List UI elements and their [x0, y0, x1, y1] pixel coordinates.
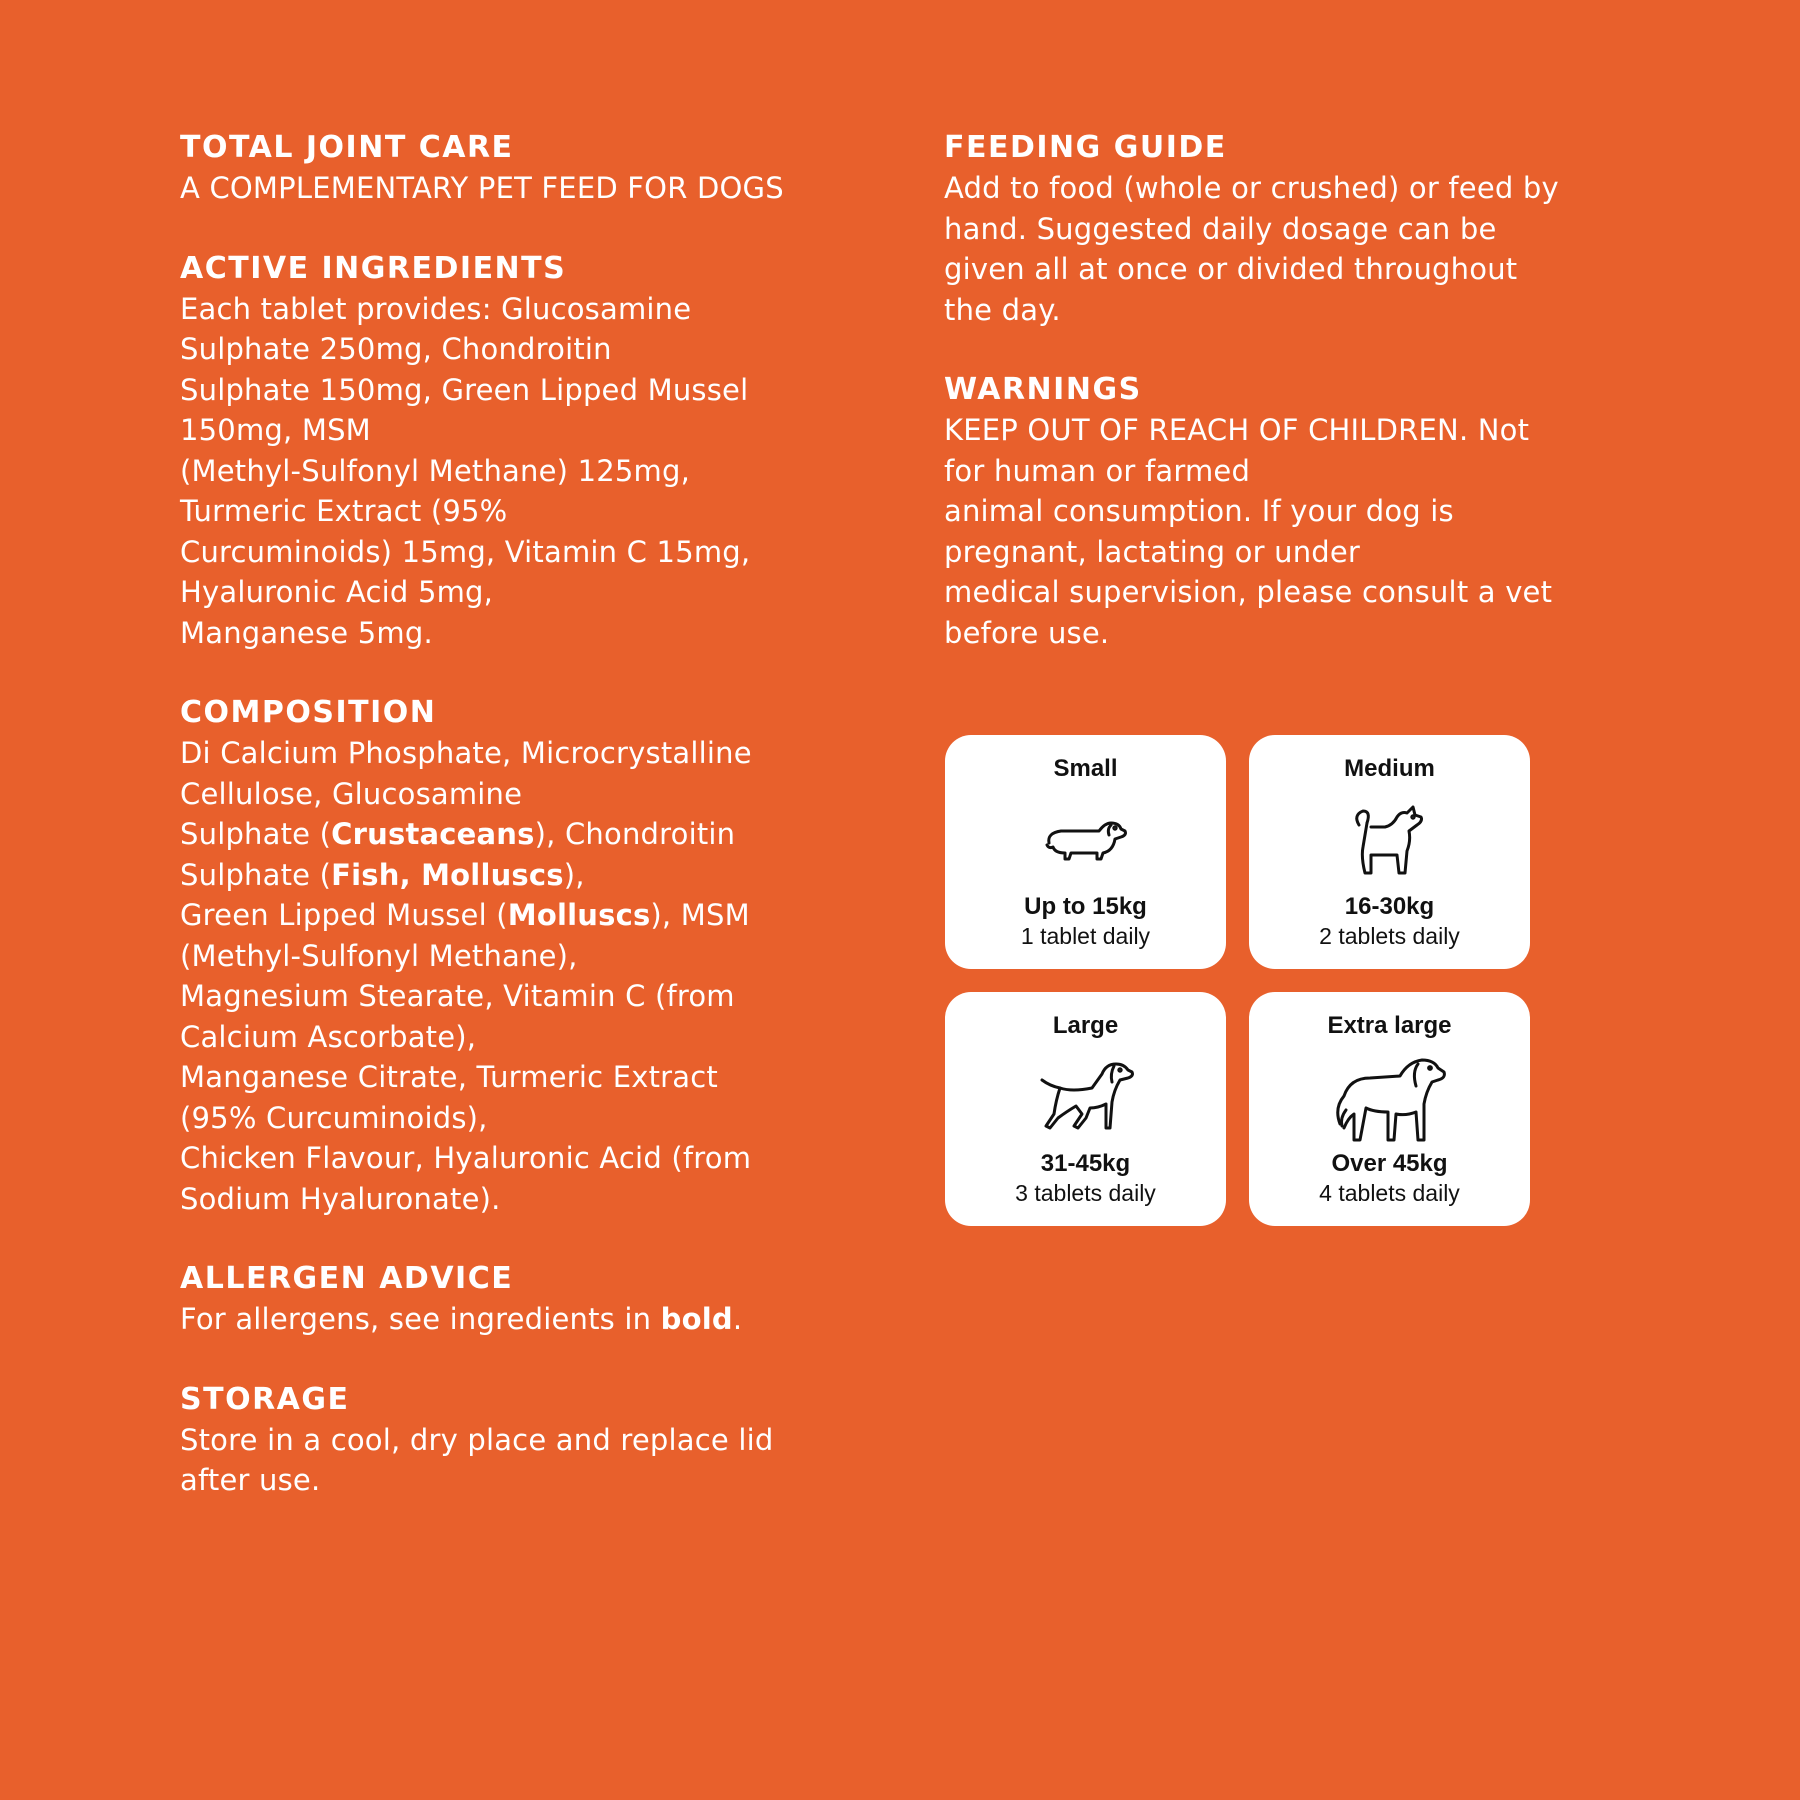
warnings-heading: WARNINGS [944, 372, 1142, 407]
text-segment: ), [563, 857, 585, 892]
active-ingredients-heading: ACTIVE INGREDIENTS [180, 250, 567, 286]
active-ingredients-text [180, 289, 870, 654]
storage-text [180, 1420, 870, 1501]
text-line: Hyaluronic Acid 5mg, [180, 575, 494, 609]
feeding-guide-section [944, 128, 1644, 330]
text-line: animal consumption. If your dog is [944, 494, 1454, 528]
storage-section [180, 1380, 870, 1501]
daily-dose: 1 tablet daily [1020, 923, 1151, 949]
text-line: (Methyl-Sulfonyl Methane) 125mg, [180, 453, 690, 488]
text-line: hand. Suggested daily dosage can be [944, 211, 1497, 246]
text-line: Add to food (whole or crushed) or feed by [944, 171, 1559, 205]
feeding-guide-heading: FEEDING GUIDE [944, 130, 1227, 165]
text-line: Sodium Hyaluronate). [180, 1181, 501, 1216]
dosage-card-medium [1249, 735, 1530, 969]
text-line [180, 814, 870, 855]
feeding-guide-text [944, 168, 1644, 330]
dosage-card-large [945, 992, 1226, 1226]
weight-range: Over 45kg [1331, 1150, 1448, 1177]
weight-range: Up to 15kg [1024, 893, 1147, 920]
composition-text [180, 733, 870, 1219]
weight-range: 16-30kg [1344, 893, 1435, 920]
daily-dose: 4 tablets daily [1319, 1180, 1460, 1206]
text-line [180, 855, 870, 896]
right-column [944, 128, 1644, 693]
allergen-heading: ALLERGEN ADVICE [180, 1261, 514, 1296]
dachshund-icon [1041, 795, 1131, 885]
text-line: 150mg, MSM [180, 413, 371, 447]
text-line: Manganese Citrate, Turmeric Extract [180, 1060, 718, 1094]
dosage-cards [945, 735, 1505, 1225]
product-title: TOTAL JOINT CARE [180, 130, 514, 165]
text-line: Curcuminoids) 15mg, Vitamin C 15mg, [180, 534, 751, 569]
text-line: Sulphate 150mg, Green Lipped Mussel [180, 372, 749, 407]
dog-size-label: Medium [1344, 755, 1435, 782]
text-segment: Sulphate ( [180, 817, 332, 851]
text-segment: . [732, 1302, 743, 1336]
text-line: after use. [180, 1463, 321, 1497]
dog-size-label: Small [1053, 755, 1118, 782]
allergen-bold: Fish, Molluscs [331, 857, 564, 892]
text-line: Turmeric Extract (95% [180, 494, 508, 528]
composition-section [180, 693, 870, 1219]
text-segment: Sulphate ( [180, 857, 332, 892]
text-line: (95% Curcuminoids), [180, 1100, 488, 1135]
composition-heading: COMPOSITION [180, 695, 437, 730]
product-subtitle: A COMPLEMENTARY PET FEED FOR DOGS [180, 171, 784, 205]
storage-heading: STORAGE [180, 1381, 350, 1417]
text-line: the day. [944, 292, 1061, 327]
text-line: Store in a cool, dry place and replace lid [180, 1422, 774, 1457]
dog-size-label: Extra large [1327, 1012, 1452, 1039]
spitz-dog-icon [1345, 795, 1435, 885]
active-ingredients-section [180, 249, 870, 654]
text-segment: ), MSM [650, 898, 750, 932]
allergen-bold: bold [660, 1302, 733, 1336]
text-line: medical supervision, please consult a vet [944, 575, 1553, 609]
daily-dose: 2 tablets daily [1319, 923, 1460, 949]
text-line: Sulphate 250mg, Chondroitin [180, 332, 612, 366]
warnings-section [944, 370, 1644, 653]
daily-dose: 3 tablets daily [1015, 1180, 1156, 1206]
text-line: KEEP OUT OF REACH OF CHILDREN. Not [944, 413, 1530, 447]
text-line: before use. [944, 615, 1110, 650]
text-line: (Methyl-Sulfonyl Methane), [180, 938, 578, 973]
text-line: Calcium Ascorbate), [180, 1019, 477, 1054]
text-line: Chicken Flavour, Hyaluronic Acid (from [180, 1141, 752, 1175]
text-line: Each tablet provides: Glucosamine [180, 291, 692, 326]
text-line [180, 895, 870, 936]
text-line: Manganese 5mg. [180, 615, 433, 650]
weight-range: 31-45kg [1040, 1150, 1131, 1177]
text-line: Magnesium Stearate, Vitamin C (from [180, 979, 735, 1013]
text-line: pregnant, lactating or under [944, 534, 1361, 569]
text-line: given all at once or divided throughout [944, 252, 1518, 286]
left-column [180, 128, 870, 1541]
text-segment: For allergens, see ingredients in [180, 1302, 661, 1336]
large-dog-icon [1330, 1052, 1450, 1152]
text-segment: ), Chondroitin [534, 817, 736, 851]
text-line: Di Calcium Phosphate, Microcrystalline [180, 736, 752, 770]
allergen-section [180, 1259, 870, 1340]
allergen-bold: Molluscs [507, 898, 651, 932]
text-segment: Green Lipped Mussel ( [180, 898, 508, 932]
warnings-text [944, 410, 1644, 653]
allergen-text [180, 1299, 870, 1340]
product-header [180, 128, 870, 209]
dosage-card-small [945, 735, 1226, 969]
dosage-card-extra-large [1249, 992, 1530, 1226]
allergen-bold: Crustaceans [331, 817, 535, 851]
dog-size-label: Large [1052, 1012, 1119, 1039]
text-line: for human or farmed [944, 453, 1251, 488]
pointer-dog-icon [1036, 1052, 1136, 1142]
text-line [180, 1299, 870, 1340]
text-line: Cellulose, Glucosamine [180, 776, 523, 811]
